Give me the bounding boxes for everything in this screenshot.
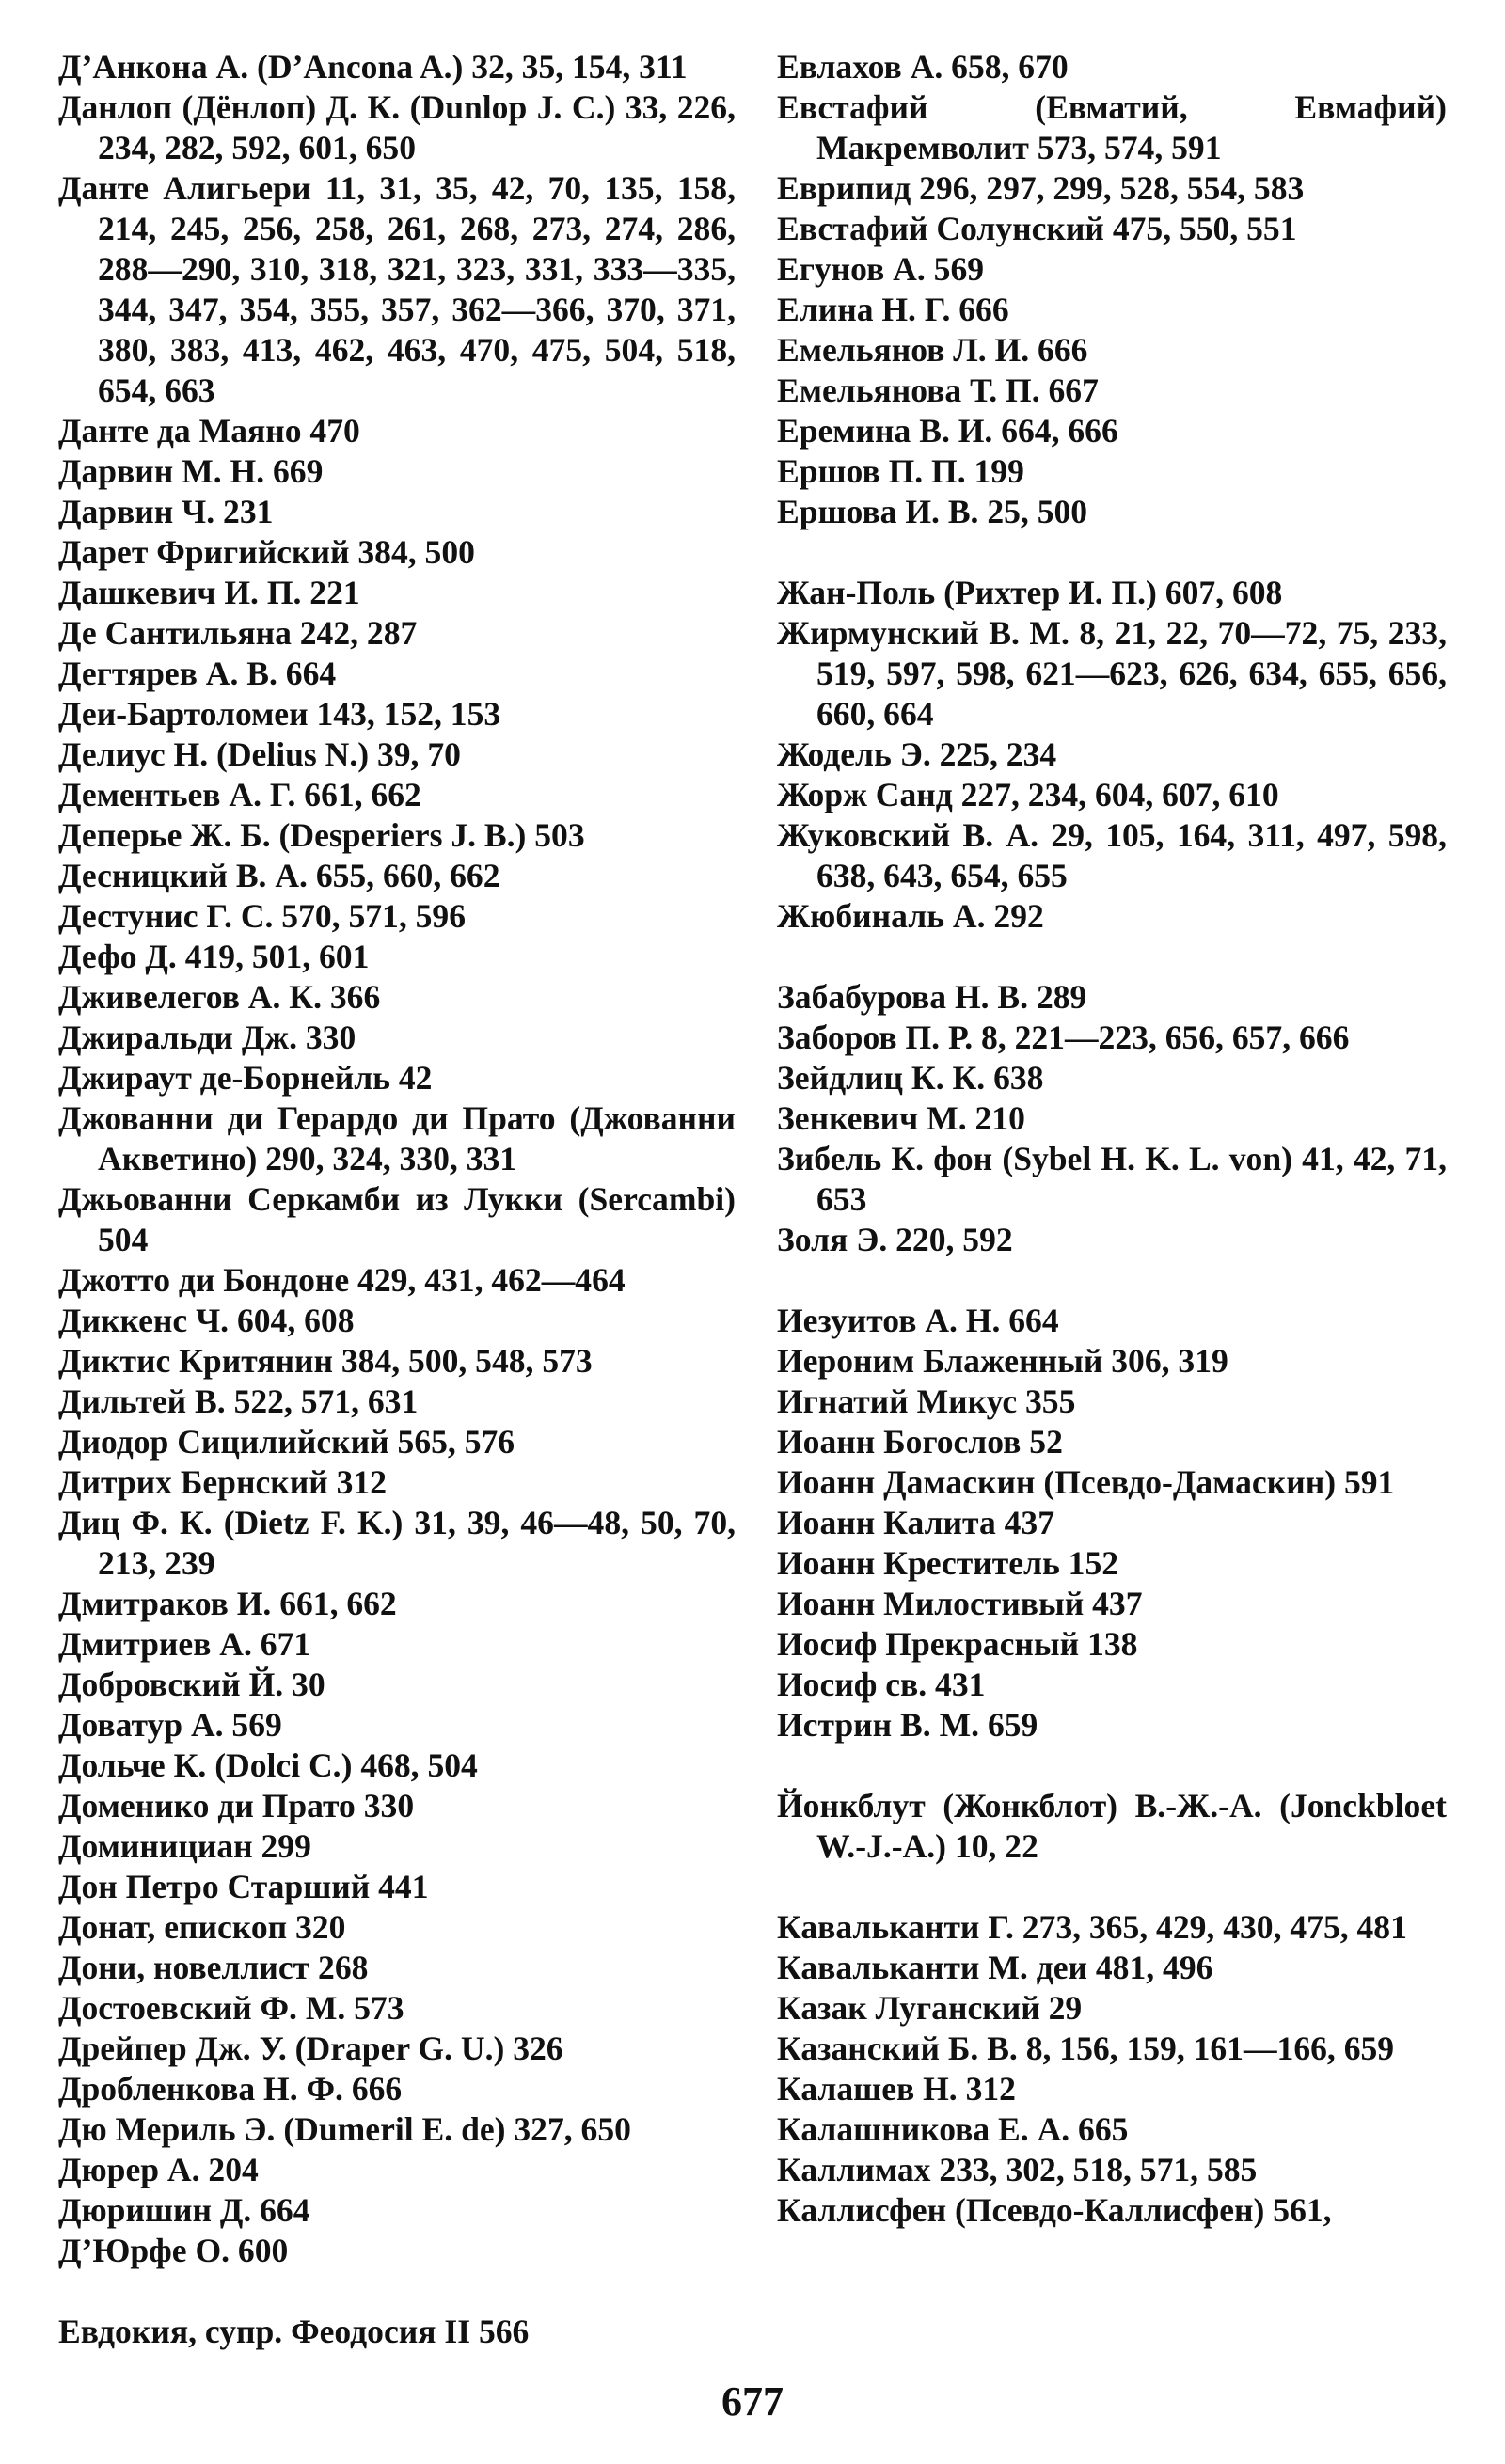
index-entry: Диккенс Ч. 604, 608 xyxy=(58,1302,355,1339)
index-entry: Иезуитов А. Н. 664 xyxy=(777,1302,1059,1339)
index-entry: Емельянов Л. И. 666 xyxy=(777,331,1088,369)
index-entry: Иоанн Креститель 152 xyxy=(777,1544,1119,1582)
section-gap xyxy=(777,1867,1447,1907)
index-entry: Десницкий В. А. 655, 660, 662 xyxy=(58,857,500,894)
index-entry: Жуковский В. А. 29, 105, 164, 311, 497, 598, 638, 643, 654, 655 xyxy=(777,816,1447,894)
index-entry: Дюришин Д. 664 xyxy=(58,2191,310,2229)
index-entry: Д’Юрфе О. 600 xyxy=(58,2232,289,2269)
index-entry: Де Сантильяна 242, 287 xyxy=(58,614,418,652)
index-entry: Д’Анкона А. (D’Ancona A.) 32, 35, 154, 311 xyxy=(58,48,688,86)
index-entry: Дольче К. (Dolci C.) 468, 504 xyxy=(58,1746,478,1784)
index-column-left xyxy=(58,47,736,2352)
index-entry: Казак Луганский 29 xyxy=(777,1989,1083,2027)
index-entry: Дон Петро Старший 441 xyxy=(58,1868,429,1905)
index-entry: Доминициан 299 xyxy=(58,1827,311,1865)
section-gap xyxy=(777,1745,1447,1786)
index-entry: Диктис Критянин 384, 500, 548, 573 xyxy=(58,1342,593,1380)
index-entry: Золя Э. 220, 592 xyxy=(777,1221,1013,1258)
index-entry: Егунов А. 569 xyxy=(777,250,985,288)
index-entry: Иоанн Богослов 52 xyxy=(777,1423,1063,1461)
index-entry: Каллисфен (Псевдо-Каллисфен) 561, xyxy=(777,2191,1332,2229)
index-entry: Дестунис Г. С. 570, 571, 596 xyxy=(58,897,466,935)
index-entry: Иоанн Милостивый 437 xyxy=(777,1585,1143,1622)
index-entry: Добровский Й. 30 xyxy=(58,1666,325,1703)
index-entry: Жан-Поль (Рихтер И. П.) 607, 608 xyxy=(777,574,1283,611)
index-entry: Данте Алигьери 11, 31, 35, 42, 70, 135, 158, 214, 245, 256, 258, 261, 268, 273, 274, 286, 288—290, 310, 318, 321, 323, 331, 333—335, 344, 347, 354, 355, 357, 362—366, 370, 371, 380, 383, 413, 462, 463, 470, 475, 504, 518, 654, 663 xyxy=(58,169,736,409)
index-entry: Кавальканти Г. 273, 365, 429, 430, 475, 481 xyxy=(777,1908,1407,1946)
index-entry: Доменико ди Прато 330 xyxy=(58,1787,415,1824)
index-entry: Зибель К. фон (Sybel H. K. L. von) 41, 42, 71, 653 xyxy=(777,1140,1447,1218)
index-entry: Каллимах 233, 302, 518, 571, 585 xyxy=(777,2151,1258,2188)
index-entry: Жирмунский В. М. 8, 21, 22, 70—72, 75, 233, 519, 597, 598, 621—623, 626, 634, 655, 656, 660, 664 xyxy=(777,614,1447,733)
index-entry: Дю Мериль Э. (Dumeril E. de) 327, 650 xyxy=(58,2110,631,2148)
index-entry: Донат, епископ 320 xyxy=(58,1908,346,1946)
index-entry: Джьованни Серкамби из Лукки (Sercambi) 504 xyxy=(58,1180,736,1258)
index-entry: Иоанн Калита 437 xyxy=(777,1504,1054,1541)
index-entry: Жюбиналь А. 292 xyxy=(777,897,1044,935)
index-entry: Дрейпер Дж. У. (Draper G. U.) 326 xyxy=(58,2030,563,2067)
index-entry: Диодор Сицилийский 565, 576 xyxy=(58,1423,515,1461)
index-entry: Джотто ди Бондоне 429, 431, 462—464 xyxy=(58,1261,626,1299)
index-entry: Еврипид 296, 297, 299, 528, 554, 583 xyxy=(777,169,1305,207)
index-entry: Калашев Н. 312 xyxy=(777,2070,1016,2108)
index-entry: Ершов П. П. 199 xyxy=(777,452,1024,490)
index-entry: Ершова И. В. 25, 500 xyxy=(777,493,1088,530)
index-entry: Жодель Э. 225, 234 xyxy=(777,735,1057,773)
section-gap xyxy=(58,2271,736,2312)
index-entry: Иосиф св. 431 xyxy=(777,1666,986,1703)
index-entry: Кавальканти М. деи 481, 496 xyxy=(777,1949,1213,1986)
index-entry: Джованни ди Герардо ди Прато (Джованни Акветино) 290, 324, 330, 331 xyxy=(58,1099,736,1177)
index-entry: Деперье Ж. Б. (Desperiers J. B.) 503 xyxy=(58,816,585,854)
index-entry: Евдокия, супр. Феодосия II 566 xyxy=(58,2313,530,2350)
index-entry: Дарет Фригийский 384, 500 xyxy=(58,533,475,571)
section-gap xyxy=(777,532,1447,573)
page-number: 677 xyxy=(721,2378,784,2425)
index-entry: Евстафий Солунский 475, 550, 551 xyxy=(777,210,1297,247)
index-entry: Данлоп (Дёнлоп) Д. К. (Dunlop J. C.) 33, 226, 234, 282, 592, 601, 650 xyxy=(58,88,736,166)
index-entry: Дашкевич И. П. 221 xyxy=(58,574,360,611)
index-entry: Евстафий (Евматий, Евмафий) Макремволит 573, 574, 591 xyxy=(777,88,1447,166)
index-entry: Емельянова Т. П. 667 xyxy=(777,371,1099,409)
index-entry: Иоанн Дамаскин (Псевдо-Дамаскин) 591 xyxy=(777,1463,1395,1501)
index-entry: Данте да Маяно 470 xyxy=(58,412,360,450)
index-entry: Дарвин Ч. 231 xyxy=(58,493,274,530)
index-entry: Еремина В. И. 664, 666 xyxy=(777,412,1118,450)
index-entry: Дегтярев А. В. 664 xyxy=(58,655,337,692)
index-entry: Казанский Б. В. 8, 156, 159, 161—166, 659 xyxy=(777,2030,1395,2067)
index-entry: Дюрер А. 204 xyxy=(58,2151,259,2188)
index-column-right xyxy=(777,47,1447,2231)
index-entry: Елина Н. Г. 666 xyxy=(777,291,1009,328)
index-entry: Диц Ф. К. (Dietz F. K.) 31, 39, 46—48, 50, 70, 213, 239 xyxy=(58,1504,736,1582)
index-entry: Джиральди Дж. 330 xyxy=(58,1019,356,1056)
index-entry: Дмитраков И. 661, 662 xyxy=(58,1585,397,1622)
index-entry: Заборов П. Р. 8, 221—223, 656, 657, 666 xyxy=(777,1019,1350,1056)
index-entry: Деи-Бартоломеи 143, 152, 153 xyxy=(58,695,501,733)
index-entry: Доватур А. 569 xyxy=(58,1706,282,1744)
index-entry: Джираут де-Борнейль 42 xyxy=(58,1059,433,1097)
index-entry: Дементьев А. Г. 661, 662 xyxy=(58,776,421,813)
index-entry: Йонкблут (Жонкблот) В.-Ж.-А. (Jonckbloet W.-J.-A.) 10, 22 xyxy=(777,1787,1447,1865)
index-entry: Истрин В. М. 659 xyxy=(777,1706,1038,1744)
index-entry: Дони, новеллист 268 xyxy=(58,1949,369,1986)
index-entry: Дефо Д. 419, 501, 601 xyxy=(58,938,370,975)
index-entry: Зенкевич М. 210 xyxy=(777,1099,1025,1137)
index-entry: Дитрих Бернский 312 xyxy=(58,1463,388,1501)
index-entry: Делиус Н. (Delius N.) 39, 70 xyxy=(58,735,461,773)
index-entry: Жорж Санд 227, 234, 604, 607, 610 xyxy=(777,776,1279,813)
index-entry: Игнатий Микус 355 xyxy=(777,1382,1076,1420)
index-entry: Дживелегов А. К. 366 xyxy=(58,978,381,1016)
index-entry: Дарвин М. Н. 669 xyxy=(58,452,324,490)
index-entry: Евлахов А. 658, 670 xyxy=(777,48,1069,86)
index-entry: Дмитриев А. 671 xyxy=(58,1625,311,1663)
index-entry: Дильтей В. 522, 571, 631 xyxy=(58,1382,419,1420)
index-entry: Забабурова Н. В. 289 xyxy=(777,978,1087,1016)
index-entry: Зейдлиц К. К. 638 xyxy=(777,1059,1044,1097)
index-entry: Иосиф Прекрасный 138 xyxy=(777,1625,1138,1663)
index-entry: Достоевский Ф. М. 573 xyxy=(58,1989,404,2027)
index-entry: Дробленкова Н. Ф. 666 xyxy=(58,2070,403,2108)
section-gap xyxy=(777,937,1447,977)
index-entry: Калашникова Е. А. 665 xyxy=(777,2110,1129,2148)
index-entry: Иероним Блаженный 306, 319 xyxy=(777,1342,1228,1380)
section-gap xyxy=(777,1260,1447,1301)
